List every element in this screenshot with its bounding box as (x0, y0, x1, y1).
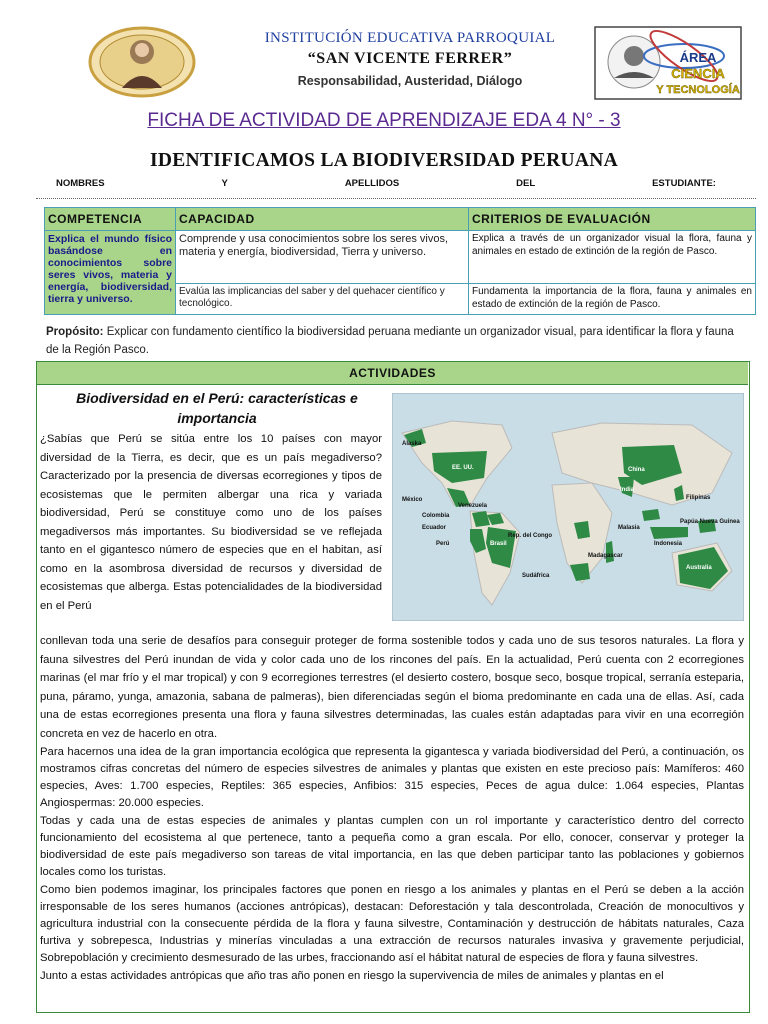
header-criterios: CRITERIOS DE EVALUACIÓN (469, 208, 756, 231)
article-paragraph: Junto a estas actividades antrópicas que año tras año ponen en riesgo la supervivencia de miles de animales y plantas en el (40, 970, 664, 982)
map-label: Colombia (422, 513, 450, 519)
institution-name: INSTITUCIÓN EDUCATIVA PARROQUIAL (264, 30, 556, 46)
megadiverse-world-map (392, 393, 744, 621)
map-label: Malasia (618, 525, 640, 531)
capacidad-cell: Evalúa las implicancias del saber y del quehacer científico y tecnológico. (176, 284, 469, 315)
name-field-word: DEL (516, 178, 536, 189)
name-field-word: NOMBRES (56, 178, 105, 189)
competency-table (44, 207, 756, 315)
article-paragraph: conllevan toda una serie de desafíos para conseguir proteger de forma sostenible todos y cada uno de sus tesoros naturales. La flora y fauna silvestres del Perú inundan de vida y color cada uno de los rincones del país. En la actualidad, Perú cuenta con 2 ecorregiones marinas (el mar frío y el mar tropical) y con 9 ecorregiones terrestres (el desierto costero, bosque seco, bosque tropical, serranía esteparia, puna, páramo, yunga, amazonia, sabana de palmeras), bien diferenciadas según el bioma predominante en cada una de ellas. Así, cada una de estas ecorregiones presenta una flora y fauna silvestres determinadas, las cuales están adaptadas para vivir en una ecorregión concreta en vez de hacerlo en otra. (40, 635, 744, 740)
competencia-cell: Explica el mundo físico basándose en conocimientos sobre seres vivos, materia y energía, biodiversidad, tierra y universo. (45, 231, 176, 315)
map-label: Perú (436, 541, 450, 547)
article-intro: ¿Sabías que Perú se sitúa entre los 10 países con mayor diversidad de la Tierra, es decir, que es un país megadiverso? Caracterizado por la presencia de diversas ecorregiones y tipos de ecosistemas que le permiten albergar una rica y variada biodiversidad, Perú se constituye como uno de los países megadiversos más importantes. Su biodiversidad se ve reflejada tanto en el gigantesco número de especies que en el habitan, así como en la asombrosa diversidad de recursos y diversidad de ecosistemas que alberga. Estas potencialidades de la biodiversidad en el Perú (40, 433, 382, 612)
logo-text-line-1: ÁREA (679, 50, 717, 65)
page-title: IDENTIFICAMOS LA BIODIVERSIDAD PERUANA (149, 150, 619, 171)
criterio-cell: Fundamenta la importancia de la flora, fauna y animales en estado de extinción de la región de Pasco. (469, 284, 756, 315)
map-label: India (620, 487, 635, 493)
article-paragraph: Para hacernos una idea de la gran importancia ecológica que representa la gigantesca y variada biodiversidad del Perú, a continuación, os mostramos cifras concretas del número de especies silvestres de animales y plantas que existen en este precioso país: Mamíferos: 460 especies, Aves: 1.700 especies, Reptiles: 365 especies, Anfibios: 315 especies, Peces de agua dulce: 1.064 especies, Plantas Angiospermas: 20.000 especies. (40, 746, 744, 809)
map-label: Madagascar (588, 553, 623, 559)
header-capacidad: CAPACIDAD (176, 208, 469, 231)
article-title: Biodiversidad en el Perú: características e importancia (76, 390, 358, 426)
criterio-cell: Explica a través de un organizador visual la flora, fauna y animales en estado de extinción de la región de Pasco. (469, 231, 756, 284)
activities-header: ACTIVIDADES (37, 362, 748, 385)
school-motto: Responsabilidad, Austeridad, Diálogo (297, 74, 523, 88)
logo-text-line-3: Y TECNOLOGÍA (656, 84, 740, 96)
school-seal-image (88, 26, 196, 98)
map-label: Filipinas (686, 495, 711, 501)
map-label: Brasil (490, 541, 507, 547)
map-label: Alaska (402, 441, 422, 447)
map-label: México (402, 497, 423, 503)
header-competencia: COMPETENCIA (45, 208, 176, 231)
purpose-text: Explicar con fundamento científico la biodiversidad peruana mediante un organizador visual, para identificar la flora y fauna de la Región Pasco. (46, 326, 734, 356)
student-name-fields (56, 178, 716, 189)
purpose-label: Propósito: (46, 326, 104, 338)
article-paragraph: Como bien podemos imaginar, los principales factores que ponen en riesgo a los animales y plantas en el Perú se deben a la acción irresponsable de los seres humanos (acciones antrópicas), destacan: Deforestación y tala descontrolada, Creación de monocultivos y agricultura industrial con la consecuente pérdida de la flora y fauna silvestre, Contaminación y destrucción de hábitats naturales, Caza furtiva y sobrepesca, Industrias y minerías vinculadas a una extracción de recursos naturales invasiva y gravemente perjudicial, Sobrepoblación y crecimiento desmesurado de las urbes, fraccionando así el hábitat natural de especies de flora y fauna silvestres. (40, 884, 744, 964)
map-label: Rep. del Congo (508, 533, 552, 539)
map-label: Australia (686, 565, 712, 571)
capacidad-cell: Comprende y usa conocimientos sobre los seres vivos, materia y energía, biodiversidad, Tierra y universo. (176, 231, 469, 284)
name-field-word: ESTUDIANTE: (652, 178, 716, 189)
logo-text-line-2: CIENCIA (671, 66, 725, 81)
map-label: China (628, 467, 645, 473)
map-label: Papúa Nueva Guinea (680, 519, 740, 525)
name-fill-line (36, 198, 756, 199)
ficha-title: FICHA DE ACTIVIDAD DE APRENDIZAJE EDA 4 N° - 3 (147, 110, 621, 131)
map-label: Ecuador (422, 525, 447, 531)
article-paragraph: Todas y cada una de estas especies de animales y plantas cumplen con un rol importante y característico dentro del correcto funcionamiento del ecosistema al que pertenece, tanto a pequeña como a gran escala. Por ello, conocer, conservar y proteger la biodiversidad de este país megadiverso son tareas de vital importancia, en las que deben participar tanto las poblaciones y gobiernos locales como los turistas. (40, 815, 744, 878)
article-body (40, 632, 744, 986)
name-field-word: Y (221, 178, 228, 189)
purpose (46, 324, 746, 359)
map-label: Indonesia (654, 541, 683, 547)
map-label: Venezuela (458, 503, 488, 509)
school-name: “SAN VICENTE FERRER” (307, 50, 513, 67)
map-label: Sudáfrica (522, 573, 550, 579)
name-field-word: APELLIDOS (344, 178, 400, 189)
map-label: EE. UU. (452, 465, 474, 471)
